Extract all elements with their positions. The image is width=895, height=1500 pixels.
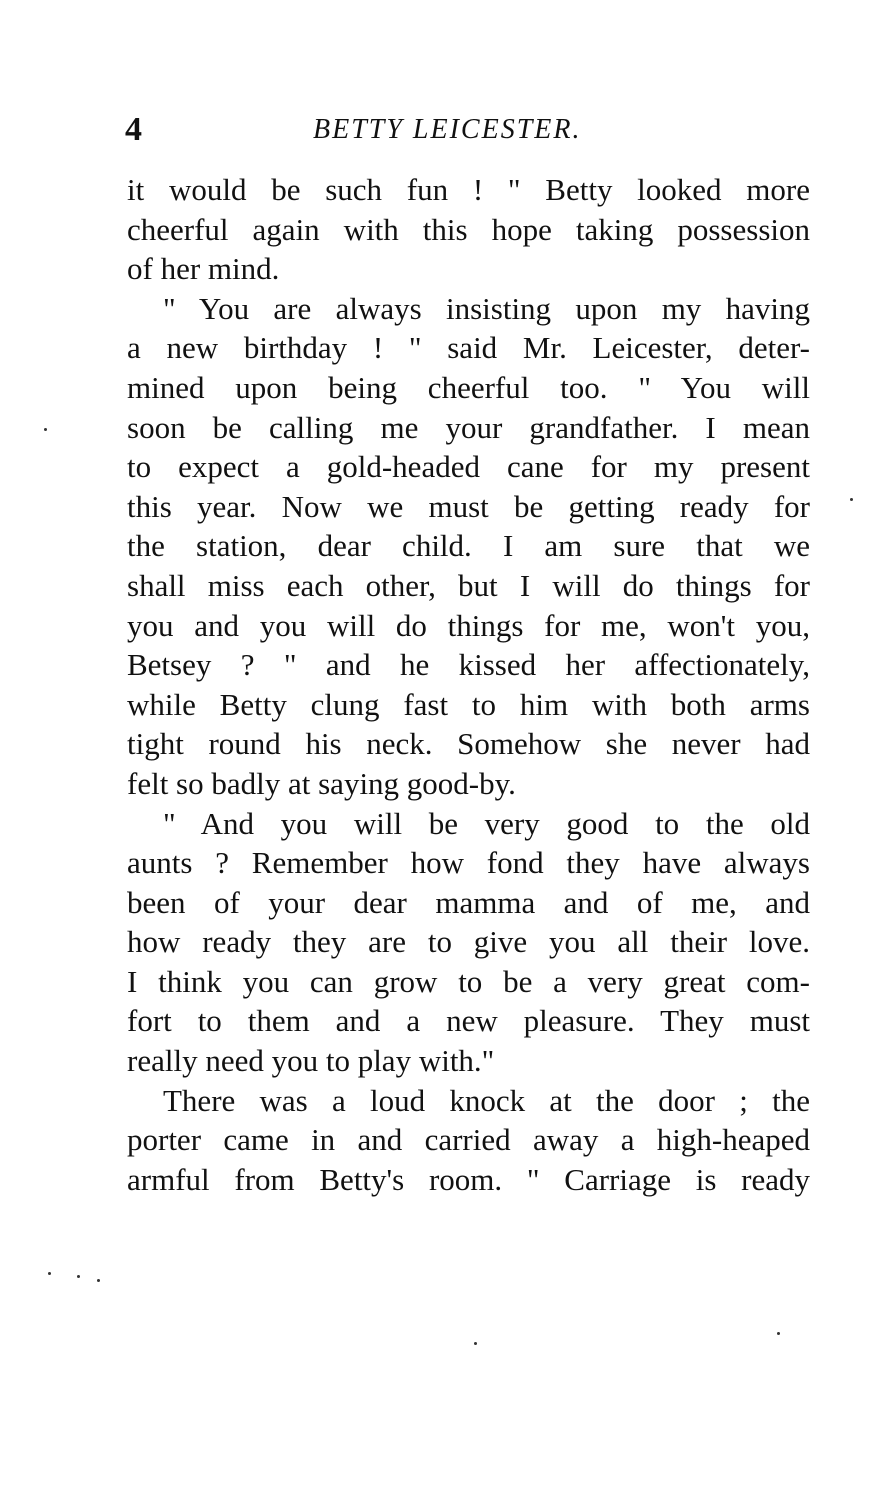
scan-speck [44,428,47,431]
text-line: aunts ? Remember how fond they have always [127,845,810,881]
text-line: fort to them and a new pleasure. They must [127,1003,810,1039]
text-line: felt so badly at saying good-by. [127,765,516,801]
text-line: soon be calling me your grandfather. I mean [127,409,810,445]
text-line: been of your dear mamma and of me, and [127,884,810,920]
text-line: " And you will be very good to the old [163,805,810,841]
text-line: you and you will do things for me, won't you, [127,607,810,643]
text-line: the station, dear child. I am sure that we [127,528,810,564]
text-line: of her mind. [127,251,280,287]
text-line: a new birthday ! " said Mr. Leicester, deter- [127,330,810,366]
scan-speck [474,1342,477,1345]
scan-speck [850,498,853,501]
text-line: tight round his neck. Somehow she never had [127,726,810,762]
text-line: it would be such fun ! " Betty looked more [127,172,810,207]
scan-speck [48,1272,51,1275]
text-line: There was a loud knock at the door ; the [163,1082,810,1118]
text-line: how ready they are to give you all their love. [127,924,810,960]
text-line: cheerful again with this hope taking possession [127,211,810,247]
text-line: porter came in and carried away a high-heaped [127,1122,810,1158]
running-head: BETTY LEICESTER. [313,114,582,145]
text-line: this year. Now we must be getting ready for [127,488,810,524]
page-number: 4 [125,111,142,148]
text-line: I think you can grow to be a very great com- [127,963,810,999]
text-line: really need you to play with." [127,1043,495,1079]
page-header [125,108,815,152]
text-line: to expect a gold-headed cane for my present [127,449,810,485]
text-line: mined upon being cheerful too. " You will [127,369,810,405]
text-line: " You are always insisting upon my having [163,290,810,326]
scan-speck [97,1279,100,1282]
text-line: armful from Betty's room. " Carriage is ready [127,1161,810,1197]
scan-speck [777,1332,780,1335]
text-line: while Betty clung fast to him with both arms [127,686,810,722]
text-line: Betsey ? " and he kissed her affectionately, [127,647,810,683]
text-line: shall miss each other, but I will do things for [127,567,810,603]
body-text [127,170,810,1199]
scan-speck [77,1275,80,1278]
